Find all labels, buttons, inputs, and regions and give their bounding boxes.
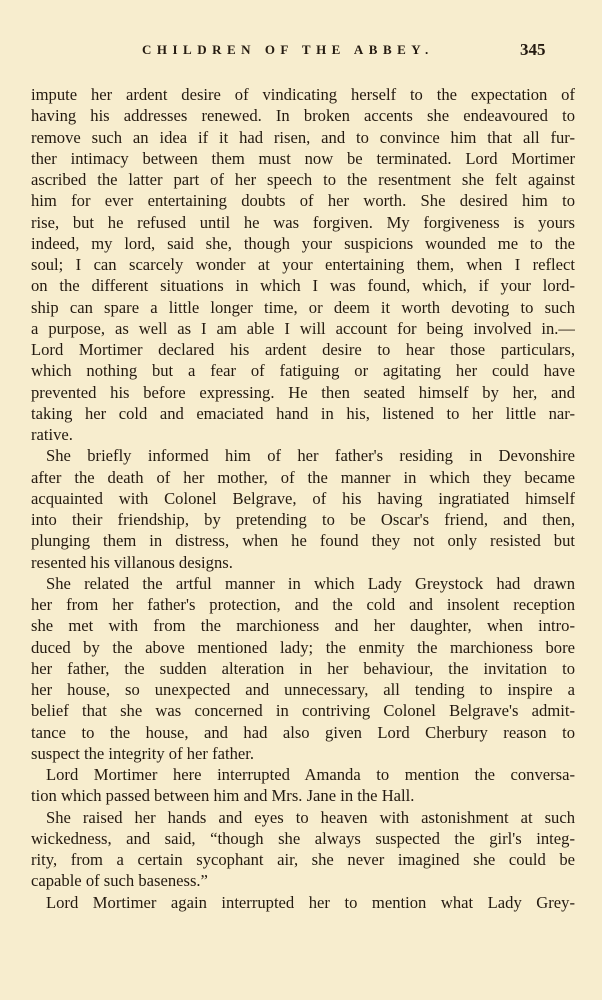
text-line: her house, so unexpected and unnecessary, all tending to inspire a [31, 680, 575, 699]
text-line: ship can spare a little longer time, or deem it worth devoting to such [31, 297, 575, 317]
text-line: duced by the above mentioned lady; the enmity the marchioness bore [31, 637, 575, 657]
text-line: rity, from a certain sycophant air, she never imagined she could be [31, 850, 575, 869]
text-line: capable of such baseness.” [31, 871, 208, 891]
text-line: rative. [31, 425, 73, 444]
text-line: her from her father's protection, and the cold and insolent reception [31, 595, 575, 614]
text-line: She related the artful manner in which Lady Greystock had drawn [46, 573, 575, 593]
page-number: 345 [520, 40, 546, 59]
text-line: prevented his before expressing. He then seated himself by her, and [31, 382, 575, 402]
text-line: Lord Mortimer again interrupted her to mention what Lady Grey- [46, 892, 575, 912]
text-line: impute her ardent desire of vindicating herself to the expectation of [31, 85, 575, 104]
body-text [31, 84, 575, 913]
text-line: indeed, my lord, said she, though your suspicions wounded me to the [31, 233, 575, 253]
text-line: ascribed the latter part of her speech to the resentment she felt against [31, 170, 575, 189]
text-line: into their friendship, by pretending to be Oscar's friend, and then, [31, 510, 575, 529]
text-line: tion which passed between him and Mrs. Jane in the Hall. [31, 786, 415, 806]
running-head: CHILDREN OF THE ABBEY. [142, 42, 434, 57]
text-line: resented his villanous designs. [31, 552, 233, 572]
text-line: a purpose, as well as I am able I will account for being involved in.— [31, 318, 575, 338]
text-line: Lord Mortimer here interrupted Amanda to mention the conversa- [46, 765, 575, 784]
text-line: which nothing but a fear of fatiguing or agitating her could have [31, 361, 575, 381]
text-line: She briefly informed him of her father's residing in Devonshire [46, 446, 575, 466]
text-line: tance to the house, and had also given Lord Cherbury reason to [31, 722, 575, 742]
text-line: having his addresses renewed. In broken accents she endeavoured to [31, 106, 575, 126]
text-line: suspect the integrity of her father. [31, 743, 255, 763]
text-line: she met with from the marchioness and her daughter, when intro- [31, 616, 575, 636]
text-line: after the death of her mother, of the manner in which they became [31, 467, 575, 487]
text-line: taking her cold and emaciated hand in his, listened to her little nar- [31, 403, 575, 423]
text-line: on the different situations in which I was found, which, if your lord- [31, 276, 575, 296]
text-line: She raised her hands and eyes to heaven with astonishment at such [46, 807, 575, 827]
text-line: her father, the sudden alteration in her behaviour, the invitation to [31, 658, 575, 678]
text-line: wickedness, and said, “though she always suspected the girl's integ- [31, 828, 575, 848]
text-line: plunging them in distress, when he found they not only resisted but [31, 531, 575, 551]
text-line: Lord Mortimer declared his ardent desire to hear those particulars, [31, 340, 575, 359]
text-line: acquainted with Colonel Belgrave, of his having ingratiated himself [31, 488, 575, 508]
text-line: ther intimacy between them must now be terminated. Lord Mortimer [31, 148, 575, 168]
text-line: remove such an idea if it had risen, and to convince him that all fur- [31, 127, 575, 147]
text-line: rise, but he refused until he was forgiven. My forgiveness is yours [31, 212, 575, 232]
text-line: him for ever entertaining doubts of her worth. She desired him to [31, 191, 575, 211]
text-line: belief that she was concerned in contriving Colonel Belgrave's admit- [31, 701, 575, 721]
text-line: soul; I can scarcely wonder at your entertaining them, when I reflect [31, 255, 575, 274]
